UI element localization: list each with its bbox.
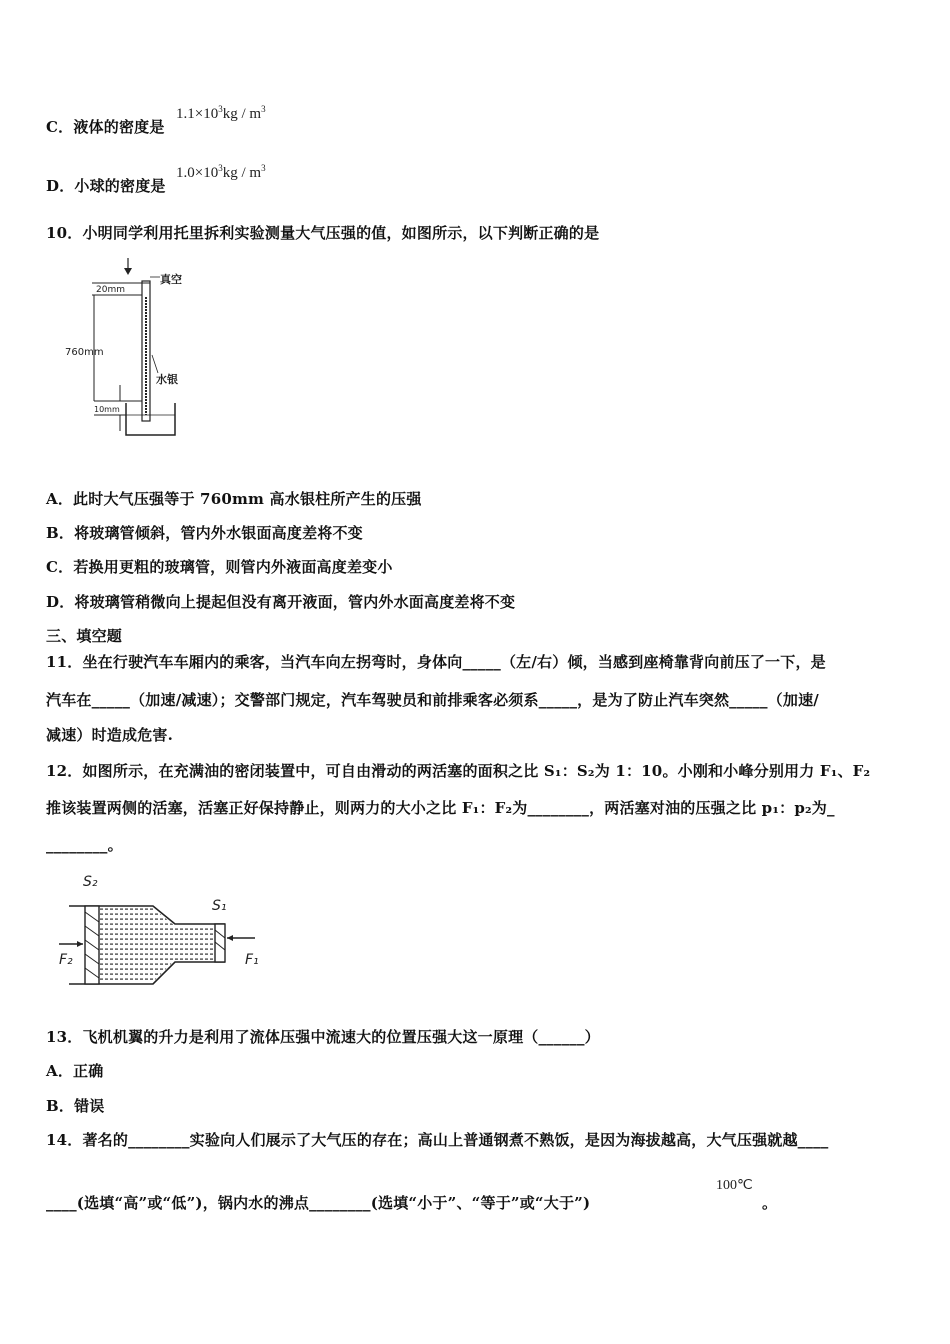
- label-s2: S₂: [83, 874, 98, 890]
- q9-option-d-formula: $1.0\times 10^3kg / m^3$: [176, 163, 266, 181]
- q14-end: 。: [762, 1194, 778, 1212]
- q9-option-d-text: D．小球的密度是: [46, 177, 166, 195]
- section-heading: 三、填空题: [46, 627, 123, 645]
- arrowhead-icon: [124, 268, 132, 275]
- q11-line2: 汽车在_____（加速/减速）；交警部门规定，汽车驾驶员和前排乘客必须系_____，是为了防止汽车突然_____（加速/: [46, 691, 819, 709]
- q12-line1: 12．如图所示，在充满油的密闭装置中，可自由滑动的两活塞的面积之比 S₁：S₂为 1：10。小刚和小峰分别用力 F₁、F₂: [46, 762, 871, 780]
- q11-line1: 11．坐在行驶汽车车厢内的乘客，当汽车向左拐弯时，身体向_____（左/右）倾，当感到座椅靠背向前压了一下，是: [46, 653, 826, 671]
- label-10mm: 10mm: [94, 405, 120, 414]
- mercury-pointer: [152, 355, 158, 373]
- q13-stem: 13．飞机机翼的升力是利用了流体压强中流速大的位置压强大这一原理（______）: [46, 1028, 600, 1046]
- oil-fill: [99, 908, 215, 982]
- q10-option-d: D．将玻璃管稍微向上提起但没有离开液面，管内外水面高度差将不变: [46, 593, 516, 611]
- label-s1: S₁: [212, 898, 227, 914]
- label-760mm: 760mm: [65, 347, 104, 358]
- q14-temp: 100℃: [716, 1178, 753, 1193]
- q9-option-c-text: C．液体的密度是: [46, 118, 165, 136]
- q9-option-c-formula: $1.1\times 10^3kg / m^3$: [176, 104, 266, 122]
- q12-line2: 推该装置两侧的活塞，活塞正好保持静止，则两力的大小之比 F₁：F₂为________，两活塞对油的压强之比 p₁：p₂为_: [46, 799, 835, 817]
- q9-option-d: [46, 175, 166, 196]
- label-20mm: 20mm: [96, 285, 125, 295]
- piston-figure: [55, 872, 270, 990]
- q11-line3: 减速）时造成危害.: [46, 726, 174, 744]
- q9-option-c: [46, 116, 165, 137]
- q10-option-a: A．此时大气压强等于 760mm 高水银柱所产生的压强: [46, 490, 422, 508]
- q13-option-b: B．错误: [46, 1097, 105, 1115]
- q14-line2: ____(选填“高”或“低”)，锅内水的沸点________(选填“小于”、“等于”或“大于”): [46, 1194, 591, 1212]
- q10-stem: 10．小明同学利用托里拆利实验测量大气压强的值，如图所示，以下判断正确的是: [46, 224, 600, 242]
- torricelli-figure: [60, 255, 195, 440]
- q12-line3: ________。: [46, 836, 123, 854]
- arrow-left-icon: [227, 935, 233, 941]
- q13-option-a: A．正确: [46, 1062, 104, 1080]
- label-mercury: 水银: [156, 373, 178, 386]
- q10-option-c: C．若换用更粗的玻璃管，则管内外液面高度差变小: [46, 558, 393, 576]
- label-f2: F₂: [59, 952, 73, 968]
- arrow-right-icon: [77, 941, 83, 947]
- q10-option-b: B．将玻璃管倾斜，管内外水银面高度差将不变: [46, 524, 363, 542]
- label-vacuum: 真空: [160, 273, 182, 286]
- q14-line1: 14．著名的________实验向人们展示了大气压的存在；高山上普通钢煮不熟饭，是因为海拔越高，大气压强就越____: [46, 1131, 829, 1149]
- label-f1: F₁: [245, 952, 259, 968]
